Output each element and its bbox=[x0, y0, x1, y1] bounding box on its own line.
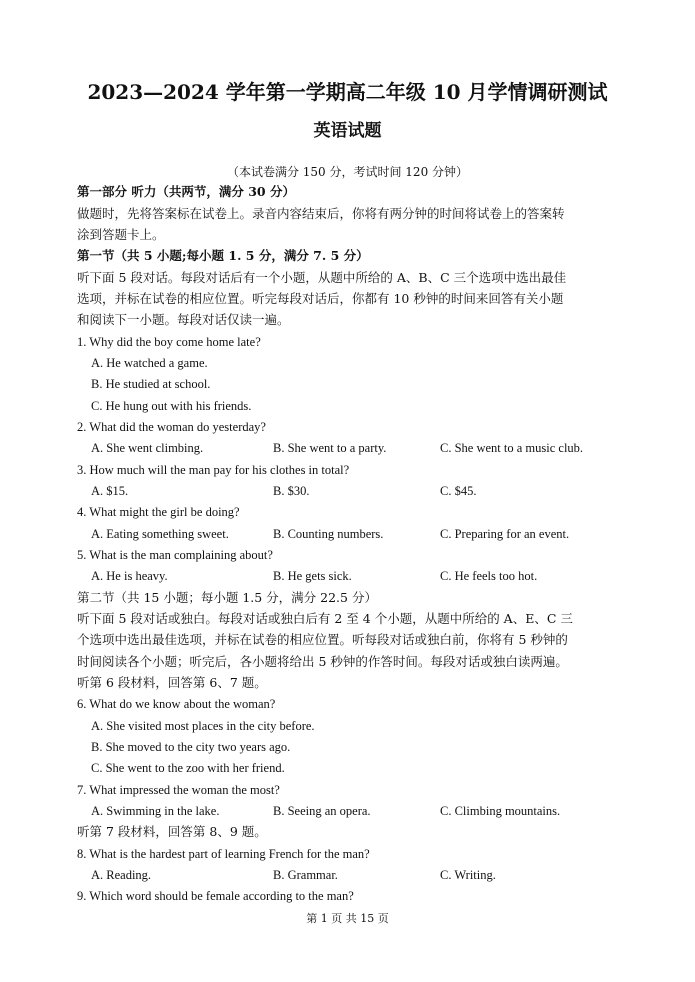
q5-option-c: C. He feels too hot. bbox=[440, 569, 538, 583]
question-1: 1. Why did the boy come home late? bbox=[77, 335, 261, 349]
q3-option-c: C. $45. bbox=[440, 484, 477, 498]
question-3: 3. How much will the man pay for his clothes in total? bbox=[77, 463, 350, 477]
q4-option-b: B. Counting numbers. bbox=[273, 527, 384, 541]
q7-option-b: B. Seeing an opera. bbox=[273, 804, 371, 818]
q8-option-a: A. Reading. bbox=[91, 868, 152, 882]
question-6: 6. What do we know about the woman? bbox=[77, 697, 276, 711]
question-4: 4. What might the girl be doing? bbox=[77, 505, 240, 519]
exam-subtitle: 英语试题 bbox=[313, 121, 382, 141]
material-6-label: 听第 6 段材料，回答第 6、7 题。 bbox=[77, 675, 267, 690]
q3-option-a: A. $15. bbox=[91, 484, 129, 498]
q8-option-c: C. Writing. bbox=[440, 868, 496, 882]
q7-option-c: C. Climbing mountains. bbox=[440, 804, 561, 818]
page-number: 第 1 页 共 15 页 bbox=[306, 912, 389, 925]
section2-instruction-line: 个选项中选出最佳选项，并标在试卷的相应位置。听每段对话或独白前，你将有 5 秒钟的 bbox=[77, 632, 568, 647]
part1-instruction-line: 涂到答题卡上。 bbox=[77, 227, 165, 242]
q2-option-b: B. She went to a party. bbox=[273, 441, 387, 455]
q2-option-c: C. She went to a music club. bbox=[440, 441, 584, 455]
section2-heading: 第二节（共 15 小题；每小题 1.5 分，满分 22.5 分） bbox=[77, 590, 377, 605]
question-7: 7. What impressed the woman the most? bbox=[77, 783, 280, 797]
q6-option-b: B. She moved to the city two years ago. bbox=[91, 740, 291, 754]
section1-instruction-line: 听下面 5 段对话。每段对话后有一个小题，从题中所给的 A、B、C 三个选项中选出最佳 bbox=[77, 270, 567, 285]
q5-option-a: A. He is heavy. bbox=[91, 569, 168, 583]
section1-instruction-line: 和阅读下一小题。每段对话仅读一遍。 bbox=[77, 312, 290, 327]
q4-option-a: A. Eating something sweet. bbox=[91, 527, 229, 541]
q1-option-c: C. He hung out with his friends. bbox=[91, 399, 252, 413]
section1-heading: 第一节（共 5 小题;每小题 1. 5 分，满分 7. 5 分） bbox=[77, 248, 369, 263]
exam-title: 2023—2024 学年第一学期高二年级 10 月学情调研测试 bbox=[87, 80, 608, 104]
exam-note: （本试卷满分 150 分，考试时间 120 分钟） bbox=[226, 165, 469, 179]
question-8: 8. What is the hardest part of learning French for the man? bbox=[77, 847, 370, 861]
question-2: 2. What did the woman do yesterday? bbox=[77, 420, 266, 434]
q6-option-c: C. She went to the zoo with her friend. bbox=[91, 761, 285, 775]
q6-option-a: A. She visited most places in the city before. bbox=[91, 719, 315, 733]
question-5: 5. What is the man complaining about? bbox=[77, 548, 273, 562]
q1-option-a: A. He watched a game. bbox=[91, 356, 208, 370]
q7-option-a: A. Swimming in the lake. bbox=[91, 804, 220, 818]
section1-instruction-line: 选项，并标在试卷的相应位置。听完每段对话后，你都有 10 秒钟的时间来回答有关小题 bbox=[77, 291, 564, 306]
q1-option-b: B. He studied at school. bbox=[91, 377, 211, 391]
q8-option-b: B. Grammar. bbox=[273, 868, 338, 882]
section2-instruction-line: 听下面 5 段对话或独白。每段对话或独白后有 2 至 4 个小题，从题中所给的 A、E、C 三 bbox=[77, 611, 573, 626]
material-7-label: 听第 7 段材料，回答第 8、9 题。 bbox=[77, 824, 267, 839]
q3-option-b: B. $30. bbox=[273, 484, 310, 498]
part1-heading: 第一部分 听力（共两节，满分 30 分） bbox=[77, 184, 295, 199]
q5-option-b: B. He gets sick. bbox=[273, 569, 352, 583]
part1-instruction-line: 做题时，先将答案标在试卷上。录音内容结束后，你将有两分钟的时间将试卷上的答案转 bbox=[77, 206, 565, 221]
section2-instruction-line: 时间阅读各个小题；听完后，各小题将给出 5 秒钟的作答时间。每段对话或独白读两遍。 bbox=[77, 654, 568, 669]
q2-option-a: A. She went climbing. bbox=[91, 441, 204, 455]
question-9: 9. Which word should be female according to the man? bbox=[77, 889, 354, 903]
q4-option-c: C. Preparing for an event. bbox=[440, 527, 570, 541]
